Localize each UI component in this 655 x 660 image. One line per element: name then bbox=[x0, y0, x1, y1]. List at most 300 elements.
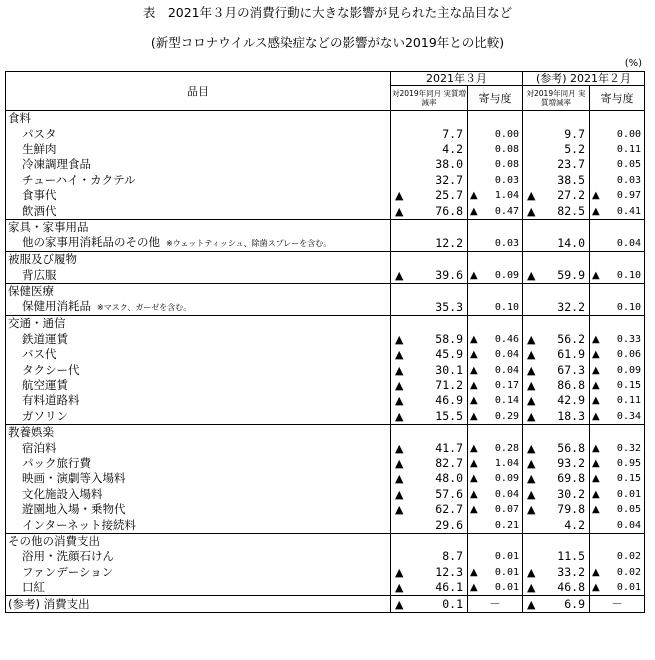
contrib-2021-02: 0.10 bbox=[590, 299, 645, 316]
group-label: 交通・通信 bbox=[6, 316, 391, 332]
negative-marker-icon: ▲ bbox=[592, 395, 600, 407]
value: 0.06 bbox=[616, 349, 642, 361]
rate-2021-02: 4.2 bbox=[523, 517, 590, 533]
value: 0.14 bbox=[494, 395, 519, 407]
header-item: 品目 bbox=[6, 72, 391, 111]
contrib-2021-02 bbox=[590, 188, 645, 203]
contrib-2021-02 bbox=[590, 268, 645, 284]
rate-2021-02: 14.0 bbox=[523, 235, 590, 252]
contrib-2021-02 bbox=[590, 456, 645, 471]
value: 0.33 bbox=[616, 333, 642, 345]
item-label: 飲酒代 bbox=[22, 203, 57, 218]
value: 0.10 bbox=[616, 269, 642, 281]
negative-marker-icon: ▲ bbox=[527, 565, 536, 579]
negative-marker-icon: ▲ bbox=[470, 410, 478, 422]
rate-2021-02 bbox=[523, 268, 590, 284]
rate-2021-03 bbox=[391, 565, 468, 580]
contrib-2021-02: 0.00 bbox=[590, 126, 645, 141]
contrib-2021-02 bbox=[590, 203, 645, 219]
group-header-row bbox=[6, 533, 645, 549]
value: 48.0 bbox=[435, 471, 463, 486]
value: 42.9 bbox=[557, 393, 585, 408]
rate-2021-02: 23.7 bbox=[523, 157, 590, 172]
contrib-2021-02 bbox=[590, 347, 645, 362]
table-row bbox=[6, 142, 645, 157]
table-row bbox=[6, 268, 645, 284]
contrib-2021-02: 0.05 bbox=[590, 157, 645, 172]
value: 45.9 bbox=[435, 347, 463, 362]
rate-2021-02 bbox=[523, 393, 590, 408]
value: 0.15 bbox=[616, 380, 642, 392]
negative-marker-icon: ▲ bbox=[592, 488, 600, 500]
negative-marker-icon: ▲ bbox=[527, 409, 536, 423]
rate-2021-02 bbox=[523, 347, 590, 362]
value: 57.6 bbox=[435, 486, 463, 501]
header-contrib-2: 寄与度 bbox=[590, 86, 645, 111]
item-label: ファンデーション bbox=[22, 564, 114, 579]
contrib-2021-03 bbox=[468, 487, 523, 502]
group-label: 家具・家事用品 bbox=[6, 219, 391, 235]
contrib-2021-03 bbox=[468, 393, 523, 408]
contrib-2021-03 bbox=[468, 456, 523, 471]
negative-marker-icon: ▲ bbox=[592, 582, 600, 594]
header-period-2021-02: (参考) 2021年２月 bbox=[523, 72, 645, 86]
negative-marker-icon: ▲ bbox=[592, 380, 600, 392]
item-label: 冷凍調理食品 bbox=[22, 157, 91, 172]
negative-marker-icon: ▲ bbox=[470, 333, 478, 345]
table-row bbox=[6, 471, 645, 486]
value: 1.04 bbox=[494, 190, 519, 202]
negative-marker-icon: ▲ bbox=[470, 458, 478, 469]
table-row bbox=[6, 188, 645, 203]
value: 30.1 bbox=[435, 362, 463, 377]
negative-marker-icon: ▲ bbox=[527, 394, 536, 408]
contrib-2021-03 bbox=[468, 362, 523, 377]
value: 71.2 bbox=[435, 378, 463, 393]
contrib-2021-02: 0.03 bbox=[590, 173, 645, 188]
negative-marker-icon: ▲ bbox=[470, 442, 478, 454]
contrib-2021-02: 0.04 bbox=[590, 235, 645, 252]
header-rate-1: 対2019年同月 実質増減率 bbox=[391, 86, 468, 111]
contrib-2021-03 bbox=[468, 440, 523, 455]
negative-marker-icon: ▲ bbox=[527, 503, 536, 517]
contrib-2021-02 bbox=[590, 502, 645, 517]
table-row bbox=[6, 332, 645, 347]
value: 82.7 bbox=[435, 456, 463, 470]
value: 0.15 bbox=[616, 473, 642, 485]
negative-marker-icon: ▲ bbox=[470, 395, 478, 407]
negative-marker-icon: ▲ bbox=[470, 566, 478, 578]
item-label: ガソリン bbox=[22, 408, 68, 423]
contrib-2021-03: 0.08 bbox=[468, 142, 523, 157]
unit-label: (%) bbox=[624, 58, 642, 69]
rate-2021-03 bbox=[391, 596, 468, 612]
value: 0.97 bbox=[616, 190, 642, 202]
negative-marker-icon: ▲ bbox=[592, 473, 600, 485]
contrib-2021-03: 0.08 bbox=[468, 157, 523, 172]
negative-marker-icon: ▲ bbox=[592, 349, 600, 361]
negative-marker-icon: ▲ bbox=[592, 566, 600, 578]
value: 61.9 bbox=[557, 347, 585, 362]
table-row bbox=[6, 580, 645, 596]
value: 67.3 bbox=[557, 362, 585, 377]
table-row bbox=[6, 456, 645, 471]
table-row bbox=[6, 440, 645, 455]
value: 0.01 bbox=[616, 582, 642, 594]
table-row bbox=[6, 235, 645, 252]
value: 0.09 bbox=[494, 269, 519, 281]
rate-2021-02: 32.2 bbox=[523, 299, 590, 316]
value: 15.5 bbox=[435, 408, 463, 423]
item-label: 口紅 bbox=[22, 580, 45, 595]
contrib-2021-03 bbox=[468, 565, 523, 580]
contrib-2021-02: 0.04 bbox=[590, 517, 645, 533]
value: 46.9 bbox=[435, 393, 463, 408]
table-body bbox=[6, 111, 645, 613]
negative-marker-icon: ▲ bbox=[592, 333, 600, 345]
negative-marker-icon: ▲ bbox=[527, 348, 536, 362]
negative-marker-icon: ▲ bbox=[527, 363, 536, 377]
contrib-2021-02 bbox=[590, 580, 645, 596]
negative-marker-icon: ▲ bbox=[395, 487, 404, 501]
table-row bbox=[6, 549, 645, 564]
negative-marker-icon: ▲ bbox=[470, 349, 478, 361]
item-label: インターネット接続料 bbox=[22, 517, 136, 532]
contrib-2021-03: 0.10 bbox=[468, 299, 523, 316]
contrib-2021-02 bbox=[590, 409, 645, 425]
negative-marker-icon: ▲ bbox=[592, 458, 600, 469]
negative-marker-icon: ▲ bbox=[527, 189, 536, 203]
rate-2021-02: 5.2 bbox=[523, 142, 590, 157]
rate-2021-03 bbox=[391, 332, 468, 347]
contrib-2021-03 bbox=[468, 188, 523, 203]
contrib-2021-02: 0.02 bbox=[590, 549, 645, 564]
value: 27.2 bbox=[557, 188, 585, 203]
item-label: 他の家事用消耗品のその他 bbox=[22, 235, 160, 250]
item-label: 鉄道運賃 bbox=[22, 331, 68, 346]
item-label: 背広服 bbox=[22, 267, 57, 282]
value: 0.46 bbox=[494, 333, 519, 345]
group-label: 保健医療 bbox=[6, 283, 391, 299]
item-label: バス代 bbox=[22, 347, 57, 362]
value: 25.7 bbox=[435, 188, 463, 203]
item-label: 保健用消耗品 bbox=[22, 299, 91, 314]
contrib-2021-02 bbox=[590, 378, 645, 393]
negative-marker-icon: ▲ bbox=[395, 472, 404, 486]
value: 1.04 bbox=[494, 458, 519, 469]
value: 6.9 bbox=[564, 596, 585, 611]
rate-2021-02 bbox=[523, 332, 590, 347]
value: 56.8 bbox=[557, 440, 585, 455]
rate-2021-02 bbox=[523, 362, 590, 377]
value: 58.9 bbox=[435, 331, 463, 346]
negative-marker-icon: ▲ bbox=[395, 332, 404, 346]
negative-marker-icon: ▲ bbox=[592, 190, 600, 202]
header-period-2021-03: 2021年３月 bbox=[391, 72, 523, 86]
value: 0.29 bbox=[494, 410, 519, 422]
value: 0.17 bbox=[494, 380, 519, 392]
value: 46.8 bbox=[557, 580, 585, 595]
item-note: ※ウェットティッシュ、除菌スプレーを含む。 bbox=[166, 239, 332, 249]
rate-2021-03 bbox=[391, 378, 468, 393]
negative-marker-icon: ▲ bbox=[395, 565, 404, 579]
negative-marker-icon: ▲ bbox=[527, 332, 536, 346]
negative-marker-icon: ▲ bbox=[592, 269, 600, 281]
value: 79.8 bbox=[557, 502, 585, 517]
group-header-row bbox=[6, 425, 645, 441]
item-label: チューハイ・カクテル bbox=[22, 172, 136, 187]
group-label: 被服及び履物 bbox=[6, 252, 391, 268]
item-label: 遊園地入場・乗物代 bbox=[22, 502, 126, 517]
rate-2021-02 bbox=[523, 471, 590, 486]
rate-2021-03 bbox=[391, 440, 468, 455]
contrib-2021-03 bbox=[468, 580, 523, 596]
rate-2021-03 bbox=[391, 502, 468, 517]
group-label: その他の消費支出 bbox=[6, 533, 391, 549]
table-row bbox=[6, 126, 645, 141]
negative-marker-icon: ▲ bbox=[395, 379, 404, 393]
contrib-2021-03: 0.00 bbox=[468, 126, 523, 141]
negative-marker-icon: ▲ bbox=[592, 442, 600, 454]
negative-marker-icon: ▲ bbox=[592, 205, 600, 217]
contrib-2021-02: 0.11 bbox=[590, 142, 645, 157]
table-row bbox=[6, 409, 645, 425]
rate-2021-02 bbox=[523, 409, 590, 425]
group-header-row bbox=[6, 283, 645, 299]
rate-2021-02: 11.5 bbox=[523, 549, 590, 564]
value: 0.95 bbox=[616, 458, 642, 469]
contrib-2021-02 bbox=[590, 487, 645, 502]
negative-marker-icon: ▲ bbox=[527, 472, 536, 486]
value: 0.07 bbox=[494, 504, 519, 516]
value: 41.7 bbox=[435, 440, 463, 455]
rate-2021-03: 29.6 bbox=[391, 517, 468, 533]
negative-marker-icon: ▲ bbox=[395, 409, 404, 423]
item-label: 宿泊料 bbox=[22, 440, 57, 455]
rate-2021-03: 35.3 bbox=[391, 299, 468, 316]
rate-2021-03: 8.7 bbox=[391, 549, 468, 564]
rate-2021-02 bbox=[523, 580, 590, 596]
negative-marker-icon: ▲ bbox=[395, 268, 404, 282]
value: 82.5 bbox=[557, 203, 585, 218]
rate-2021-03: 7.7 bbox=[391, 126, 468, 141]
value: 0.01 bbox=[494, 582, 519, 594]
item-label: パック旅行費 bbox=[22, 456, 91, 470]
contrib-2021-03 bbox=[468, 378, 523, 393]
rate-2021-02 bbox=[523, 203, 590, 219]
value: 0.09 bbox=[494, 473, 519, 485]
item-note: ※マスク、ガーゼを含む。 bbox=[97, 303, 192, 313]
negative-marker-icon: ▲ bbox=[395, 457, 404, 470]
negative-marker-icon: ▲ bbox=[527, 487, 536, 501]
negative-marker-icon: ▲ bbox=[395, 204, 404, 218]
negative-marker-icon: ▲ bbox=[470, 205, 478, 217]
value: 0.04 bbox=[494, 349, 519, 361]
rate-2021-03: 38.0 bbox=[391, 157, 468, 172]
rate-2021-03 bbox=[391, 456, 468, 471]
contrib-2021-02 bbox=[590, 440, 645, 455]
negative-marker-icon: ▲ bbox=[395, 597, 404, 611]
rate-2021-03: 12.2 bbox=[391, 235, 468, 252]
negative-marker-icon: ▲ bbox=[592, 364, 600, 376]
rate-2021-02 bbox=[523, 440, 590, 455]
value: 0.01 bbox=[616, 488, 642, 500]
item-label: 文化施設入場料 bbox=[22, 486, 103, 501]
negative-marker-icon: ▲ bbox=[527, 457, 536, 470]
rate-2021-03 bbox=[391, 203, 468, 219]
rate-2021-02 bbox=[523, 188, 590, 203]
table-row bbox=[6, 487, 645, 502]
negative-marker-icon: ▲ bbox=[395, 348, 404, 362]
value: 76.8 bbox=[435, 203, 463, 218]
group-header-row bbox=[6, 252, 645, 268]
value: 0.11 bbox=[616, 395, 642, 407]
contrib-2021-03 bbox=[468, 332, 523, 347]
table-row bbox=[6, 347, 645, 362]
rate-2021-03 bbox=[391, 188, 468, 203]
group-header-row bbox=[6, 219, 645, 235]
value: 0.1 bbox=[442, 596, 463, 611]
rate-2021-02 bbox=[523, 456, 590, 471]
reference-total-row bbox=[6, 596, 645, 612]
contrib-2021-02 bbox=[590, 393, 645, 408]
value: 33.2 bbox=[557, 564, 585, 579]
item-label: 生鮮肉 bbox=[22, 141, 57, 156]
rate-2021-03 bbox=[391, 409, 468, 425]
value: 18.3 bbox=[557, 408, 585, 423]
table-row bbox=[6, 393, 645, 408]
value: 0.34 bbox=[616, 410, 642, 422]
item-label: タクシー代 bbox=[22, 362, 80, 377]
rate-2021-02: 38.5 bbox=[523, 173, 590, 188]
group-header-row bbox=[6, 111, 645, 127]
value: 0.41 bbox=[616, 205, 642, 217]
contrib-2021-03 bbox=[468, 502, 523, 517]
item-label: 航空運賃 bbox=[22, 378, 68, 393]
negative-marker-icon: ▲ bbox=[395, 441, 404, 455]
negative-marker-icon: ▲ bbox=[470, 504, 478, 516]
item-label: 映画・演劇等入場料 bbox=[22, 471, 126, 486]
value: 0.47 bbox=[494, 205, 519, 217]
value: 0.32 bbox=[616, 442, 642, 454]
contrib-2021-02 bbox=[590, 332, 645, 347]
negative-marker-icon: ▲ bbox=[527, 204, 536, 218]
value: 0.05 bbox=[616, 504, 642, 516]
contrib-2021-03 bbox=[468, 471, 523, 486]
value: 0.02 bbox=[616, 566, 642, 578]
table-title: 表 2021年３月の消費行動に大きな影響が見られた主な品目など bbox=[142, 5, 513, 20]
negative-marker-icon: ▲ bbox=[470, 190, 478, 202]
negative-marker-icon: ▲ bbox=[395, 394, 404, 408]
value: 46.1 bbox=[435, 580, 463, 595]
contrib-2021-02 bbox=[590, 362, 645, 377]
rate-2021-02 bbox=[523, 378, 590, 393]
negative-marker-icon: ▲ bbox=[470, 473, 478, 485]
negative-marker-icon: ▲ bbox=[470, 364, 478, 376]
table-row bbox=[6, 173, 645, 188]
rate-2021-02 bbox=[523, 487, 590, 502]
value: 69.8 bbox=[557, 471, 585, 486]
negative-marker-icon: ▲ bbox=[527, 597, 536, 611]
rate-2021-02 bbox=[523, 596, 590, 612]
contrib-2021-03 bbox=[468, 347, 523, 362]
rate-2021-03 bbox=[391, 487, 468, 502]
contrib-2021-03: 0.03 bbox=[468, 235, 523, 252]
rate-2021-03: 32.7 bbox=[391, 173, 468, 188]
group-label: 教養娯楽 bbox=[6, 425, 391, 441]
header-contrib-1: 寄与度 bbox=[468, 86, 523, 111]
rate-2021-03 bbox=[391, 347, 468, 362]
negative-marker-icon: ▲ bbox=[527, 581, 536, 595]
table-row bbox=[6, 517, 645, 533]
value: 0.01 bbox=[494, 566, 519, 578]
value: 0.04 bbox=[494, 364, 519, 376]
item-label: 食事代 bbox=[22, 188, 57, 203]
reference-total-label: (参考) 消費支出 bbox=[6, 596, 391, 612]
table-subtitle: (新型コロナウイルス感染症などの影響がない2019年との比較) bbox=[150, 35, 505, 50]
consumption-table bbox=[5, 71, 645, 613]
table-row bbox=[6, 299, 645, 316]
table-row bbox=[6, 157, 645, 172]
contrib-2021-03: － bbox=[468, 596, 523, 612]
negative-marker-icon: ▲ bbox=[395, 503, 404, 517]
negative-marker-icon: ▲ bbox=[395, 581, 404, 595]
negative-marker-icon: ▲ bbox=[470, 582, 478, 594]
contrib-2021-03 bbox=[468, 268, 523, 284]
group-header-row bbox=[6, 316, 645, 332]
value: 86.8 bbox=[557, 378, 585, 393]
negative-marker-icon: ▲ bbox=[527, 379, 536, 393]
rate-2021-02 bbox=[523, 565, 590, 580]
value: 0.04 bbox=[494, 488, 519, 500]
group-label: 食料 bbox=[6, 111, 391, 127]
contrib-2021-02 bbox=[590, 471, 645, 486]
contrib-2021-03: 0.03 bbox=[468, 173, 523, 188]
rate-2021-03 bbox=[391, 393, 468, 408]
value: 59.9 bbox=[557, 267, 585, 282]
negative-marker-icon: ▲ bbox=[395, 189, 404, 203]
item-label: 有料道路料 bbox=[22, 393, 80, 408]
value: 12.3 bbox=[435, 564, 463, 579]
negative-marker-icon: ▲ bbox=[527, 268, 536, 282]
value: 30.2 bbox=[557, 486, 585, 501]
rate-2021-03 bbox=[391, 268, 468, 284]
value: 62.7 bbox=[435, 502, 463, 517]
rate-2021-03 bbox=[391, 471, 468, 486]
contrib-2021-02: － bbox=[590, 596, 645, 612]
rate-2021-03 bbox=[391, 580, 468, 596]
table-row bbox=[6, 378, 645, 393]
value: 39.6 bbox=[435, 267, 463, 282]
item-label: 浴用・洗顔石けん bbox=[22, 549, 114, 564]
negative-marker-icon: ▲ bbox=[395, 363, 404, 377]
contrib-2021-02 bbox=[590, 565, 645, 580]
table-row bbox=[6, 502, 645, 517]
value: 0.28 bbox=[494, 442, 519, 454]
rate-2021-03 bbox=[391, 362, 468, 377]
rate-2021-02: 9.7 bbox=[523, 126, 590, 141]
rate-2021-03: 4.2 bbox=[391, 142, 468, 157]
contrib-2021-03: 0.21 bbox=[468, 517, 523, 533]
value: 56.2 bbox=[557, 331, 585, 346]
header-rate-2: 対2019年同月 実質増減率 bbox=[523, 86, 590, 111]
table-row bbox=[6, 203, 645, 219]
rate-2021-02 bbox=[523, 502, 590, 517]
contrib-2021-03 bbox=[468, 203, 523, 219]
negative-marker-icon: ▲ bbox=[592, 504, 600, 516]
item-label: パスタ bbox=[22, 126, 57, 141]
negative-marker-icon: ▲ bbox=[527, 441, 536, 455]
